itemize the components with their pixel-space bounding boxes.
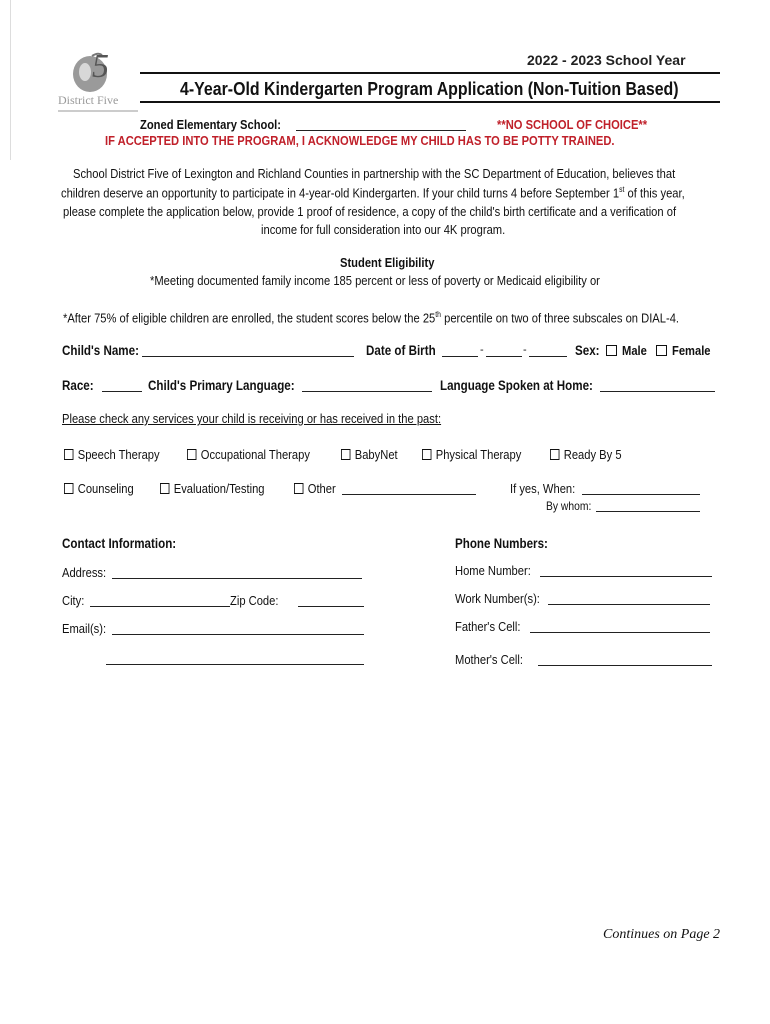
intro-line-3: please complete the application below, provide 1 proof of residence, a copy of the child's birth certificate and a verification of bbox=[63, 204, 677, 219]
logo-text: District Five bbox=[58, 93, 119, 107]
intro-line-2b: of this year, bbox=[624, 185, 685, 201]
other-label: Other bbox=[307, 481, 336, 496]
work-number-field[interactable] bbox=[548, 592, 710, 605]
race-field[interactable] bbox=[102, 379, 142, 392]
eligibility-heading: Student Eligibility bbox=[340, 255, 435, 270]
babynet-label: BabyNet bbox=[354, 447, 398, 462]
services-prompt-text: Please check any services your child is receiving or has received in the past: bbox=[62, 411, 442, 426]
email-field[interactable] bbox=[112, 622, 364, 635]
zip-field[interactable] bbox=[298, 594, 364, 607]
service-counseling[interactable] bbox=[64, 481, 134, 496]
home-language-field[interactable] bbox=[600, 379, 715, 392]
header-rule-top bbox=[140, 72, 720, 74]
dob-sep-1: - bbox=[480, 344, 484, 356]
service-physical[interactable] bbox=[422, 447, 521, 462]
contact-heading: Contact Information: bbox=[62, 536, 177, 551]
readyby5-label: Ready By 5 bbox=[563, 447, 622, 462]
physical-label: Physical Therapy bbox=[435, 447, 522, 462]
work-number-label: Work Number(s): bbox=[455, 591, 540, 606]
sex-male-option[interactable] bbox=[606, 343, 651, 358]
primary-language-field[interactable] bbox=[302, 379, 432, 392]
zip-label: Zip Code: bbox=[230, 593, 279, 608]
address-field[interactable] bbox=[112, 566, 362, 579]
sex-female-option[interactable] bbox=[656, 343, 717, 358]
city-label: City: bbox=[62, 593, 85, 608]
services-prompt bbox=[62, 411, 441, 426]
page-edge-line bbox=[10, 0, 11, 160]
male-label: Male bbox=[622, 343, 647, 358]
mother-cell-field[interactable] bbox=[538, 653, 712, 666]
dob-day-field[interactable] bbox=[486, 344, 522, 357]
child-name-label: Child's Name: bbox=[62, 343, 139, 358]
readyby5-checkbox-icon[interactable] bbox=[550, 449, 559, 460]
eligibility-line-1: *Meeting documented family income 185 percent or less of poverty or Medicaid eligibility or bbox=[150, 273, 600, 288]
occupational-label: Occupational Therapy bbox=[200, 447, 310, 462]
phones-heading: Phone Numbers: bbox=[455, 536, 548, 551]
counseling-checkbox-icon[interactable] bbox=[64, 483, 73, 494]
page-title: 4-Year-Old Kindergarten Program Application (Non-Tuition Based) bbox=[180, 78, 679, 99]
sex-label: Sex: bbox=[575, 343, 600, 358]
header-rule-bottom bbox=[140, 101, 720, 103]
email-label: Email(s): bbox=[62, 621, 107, 636]
intro-line-2 bbox=[61, 185, 685, 200]
race-label: Race: bbox=[62, 378, 94, 393]
district-logo bbox=[58, 48, 144, 118]
service-babynet[interactable] bbox=[341, 447, 398, 462]
zoned-school-label: Zoned Elementary School: bbox=[140, 117, 282, 132]
eligibility-line-2-sup: th bbox=[435, 310, 442, 319]
eligibility-line-2a: *After 75% of eligible children are enrolled, the student scores below the 25 bbox=[63, 310, 436, 326]
speech-label: Speech Therapy bbox=[77, 447, 160, 462]
counseling-label: Counseling bbox=[77, 481, 134, 496]
no-school-of-choice: **NO SCHOOL OF CHOICE** bbox=[497, 117, 648, 132]
whom-label: By whom: bbox=[546, 499, 592, 513]
when-label: If yes, When: bbox=[510, 481, 576, 496]
eligibility-line-2 bbox=[63, 310, 679, 325]
service-evaluation[interactable] bbox=[160, 481, 265, 496]
logo-number: 5 bbox=[92, 48, 109, 85]
evaluation-label: Evaluation/Testing bbox=[173, 481, 265, 496]
female-label: Female bbox=[672, 343, 711, 358]
other-field[interactable] bbox=[342, 482, 476, 495]
city-field[interactable] bbox=[90, 594, 230, 607]
father-cell-field[interactable] bbox=[530, 620, 710, 633]
child-name-field[interactable] bbox=[142, 344, 354, 357]
mother-cell-label: Mother's Cell: bbox=[455, 652, 523, 667]
female-checkbox-icon[interactable] bbox=[656, 345, 667, 356]
babynet-checkbox-icon[interactable] bbox=[341, 449, 350, 460]
potty-notice: IF ACCEPTED INTO THE PROGRAM, I ACKNOWLEDGE MY CHILD HAS TO BE POTTY TRAINED. bbox=[105, 133, 615, 148]
when-field[interactable] bbox=[582, 482, 700, 495]
speech-checkbox-icon[interactable] bbox=[64, 449, 73, 460]
other-checkbox-icon[interactable] bbox=[294, 483, 303, 494]
email-field-2[interactable] bbox=[106, 652, 364, 665]
whom-field[interactable] bbox=[596, 499, 700, 512]
service-readyby5[interactable] bbox=[550, 447, 622, 462]
logo-tagline-bar bbox=[58, 110, 138, 112]
male-checkbox-icon[interactable] bbox=[606, 345, 617, 356]
father-cell-label: Father's Cell: bbox=[455, 619, 521, 634]
intro-line-4: income for full consideration into our 4K program. bbox=[261, 222, 506, 237]
service-speech[interactable] bbox=[64, 447, 160, 462]
continues-note: Continues on Page 2 bbox=[603, 927, 721, 942]
eligibility-line-2b: percentile on two of three subscales on DIAL-4. bbox=[441, 310, 680, 326]
physical-checkbox-icon[interactable] bbox=[422, 449, 431, 460]
address-label: Address: bbox=[62, 565, 107, 580]
zoned-school-field[interactable] bbox=[296, 118, 466, 131]
primary-language-label: Child's Primary Language: bbox=[148, 378, 295, 393]
dob-sep-2: - bbox=[523, 344, 527, 356]
evaluation-checkbox-icon[interactable] bbox=[160, 483, 169, 494]
home-number-field[interactable] bbox=[540, 564, 712, 577]
dob-month-field[interactable] bbox=[442, 344, 478, 357]
intro-line-2-sup: st bbox=[619, 185, 625, 194]
home-number-label: Home Number: bbox=[455, 563, 531, 578]
occupational-checkbox-icon[interactable] bbox=[187, 449, 196, 460]
dob-label: Date of Birth bbox=[366, 343, 436, 358]
school-year: 2022 - 2023 School Year bbox=[527, 52, 686, 68]
service-occupational[interactable] bbox=[187, 447, 310, 462]
dob-year-field[interactable] bbox=[529, 344, 567, 357]
service-other[interactable] bbox=[294, 481, 336, 496]
intro-line-2a: children deserve an opportunity to participate in 4-year-old Kindergarten. If your child turns 4 before September 1 bbox=[61, 185, 620, 201]
intro-line-1: School District Five of Lexington and Richland Counties in partnership with the SC Department of Education, believes that bbox=[73, 166, 676, 181]
home-language-label: Language Spoken at Home: bbox=[440, 378, 593, 393]
